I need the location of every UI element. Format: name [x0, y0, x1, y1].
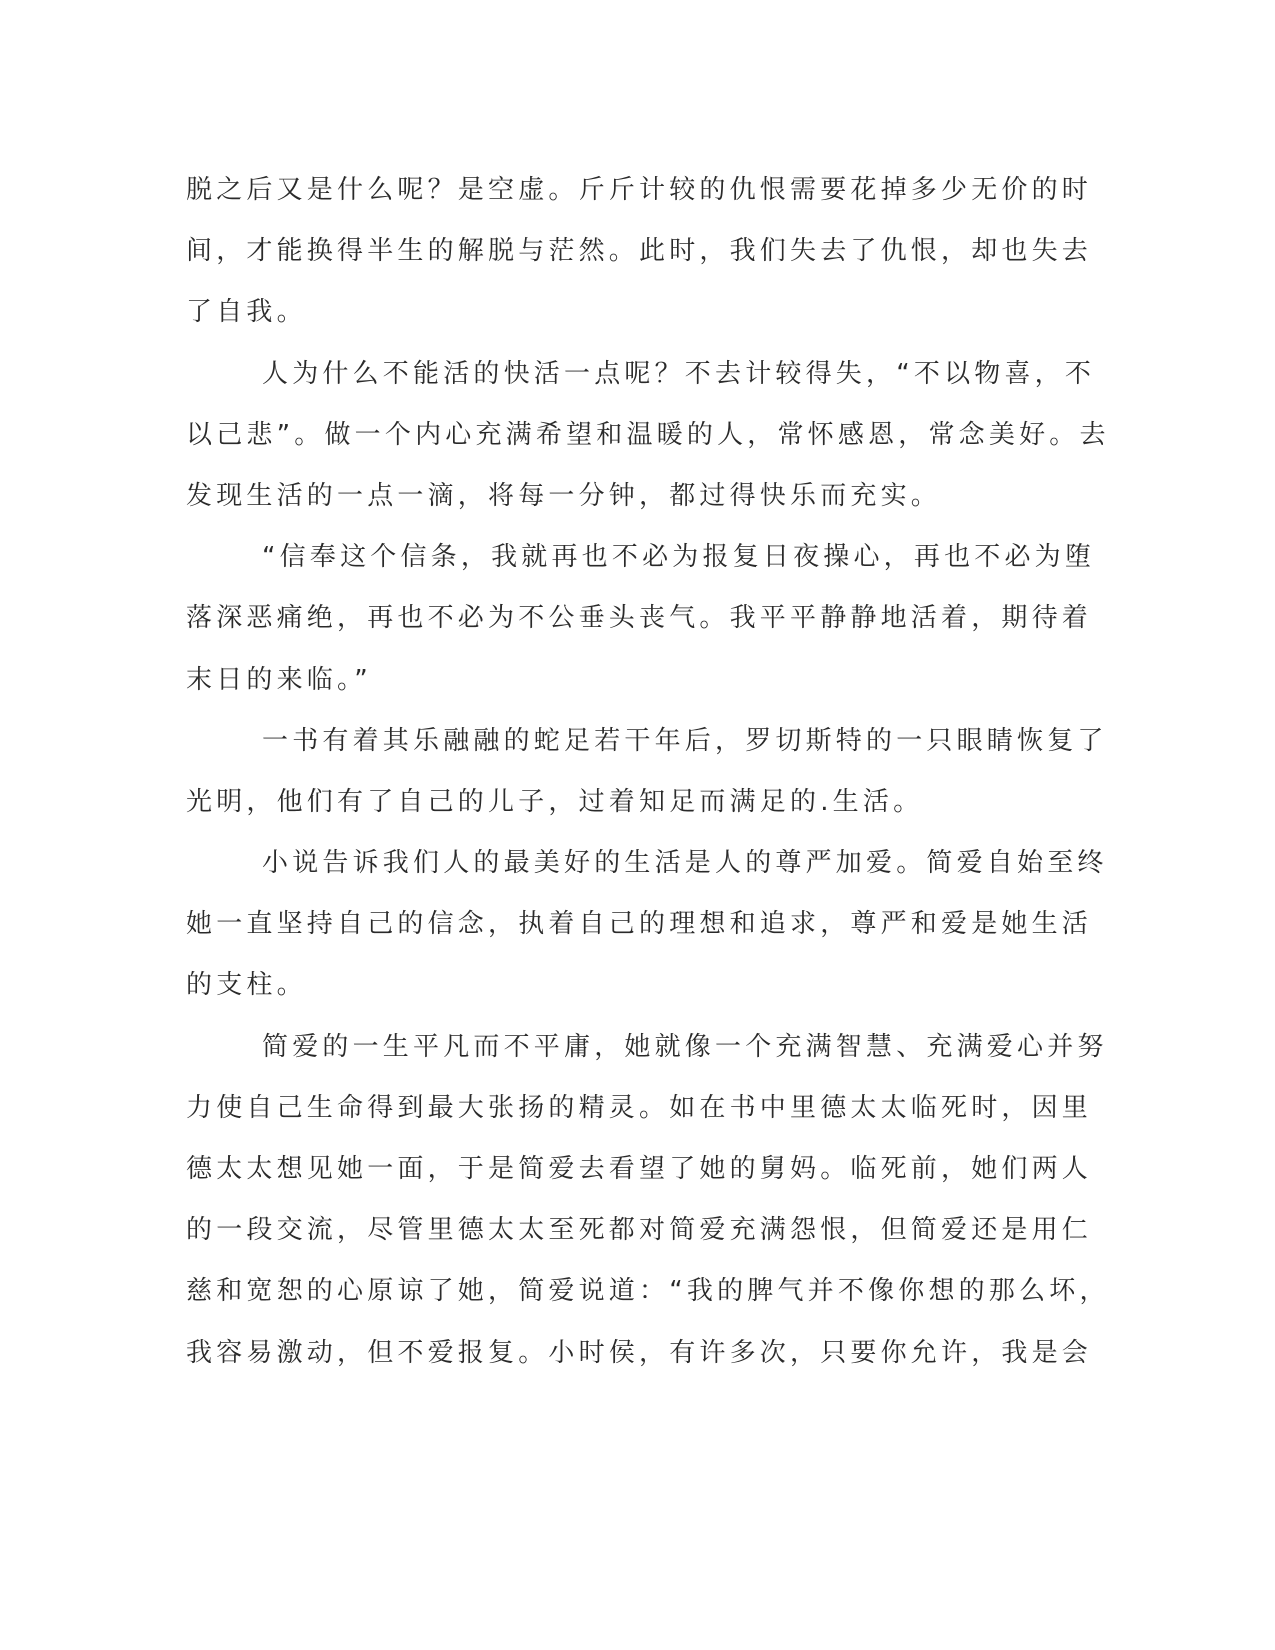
text-line: 德太太想见她一面，于是简爱去看望了她的舅妈。临死前，她们两人 [186, 1154, 1093, 1184]
paragraph-first-line: “信奉这个信条，我就再也不必为报复日夜操心，再也不必为堕 [262, 542, 1096, 573]
text-line: 以己悲”。做一个内心充满希望和温暖的人，常怀感恩，常念美好。去 [186, 419, 1110, 450]
paragraph-first-line: 人为什么不能活的快活一点呢？不去计较得失，“不以物喜，不 [262, 358, 1096, 389]
document-body [186, 160, 1110, 1384]
text-line: 慈和宽恕的心原谅了她，简爱说道：“我的脾气并不像你想的那么坏， [186, 1276, 1110, 1307]
text-line: 她一直坚持自己的信念，执着自己的理想和追求，尊严和爱是她生活 [186, 909, 1093, 940]
text-line: 的支柱。 [186, 970, 307, 1001]
text-line: 力使自己生命得到最大张扬的精灵。如在书中里德太太临死时，因里 [186, 1092, 1093, 1123]
paragraph-first-line: 一书有着其乐融融的蛇足若干年后，罗切斯特的一只眼睛恢复了 [262, 725, 1108, 756]
text-line: 发现生活的一点一滴，将每一分钟，都过得快乐而充实。 [186, 480, 942, 511]
paragraph-first-line: 小说告诉我们人的最美好的生活是人的尊严加爱。简爱自始至终 [262, 848, 1108, 879]
text-line: 了自我。 [186, 297, 307, 328]
text-line: 间，才能换得半生的解脱与茫然。此时，我们失去了仇恨，却也失去 [186, 236, 1093, 267]
text-line: 光明，他们有了自己的儿子，过着知足而满足的.生活。 [186, 786, 924, 817]
text-line: 落深恶痛绝，再也不必为不公垂头丧气。我平平静静地活着，期待着 [186, 603, 1093, 634]
text-line: 的一段交流，尽管里德太太至死都对简爱充满怨恨，但简爱还是用仁 [186, 1215, 1093, 1246]
paragraph-first-line: 简爱的一生平凡而不平庸，她就像一个充满智慧、充满爱心并努 [262, 1031, 1108, 1062]
text-line: 脱之后又是什么呢？是空虚。斤斤计较的仇恨需要花掉多少无价的时 [186, 175, 1093, 205]
text-line: 我容易激动，但不爱报复。小时侯，有许多次，只要你允许，我是会 [186, 1337, 1093, 1368]
text-line: 末日的来临。” [186, 664, 372, 695]
